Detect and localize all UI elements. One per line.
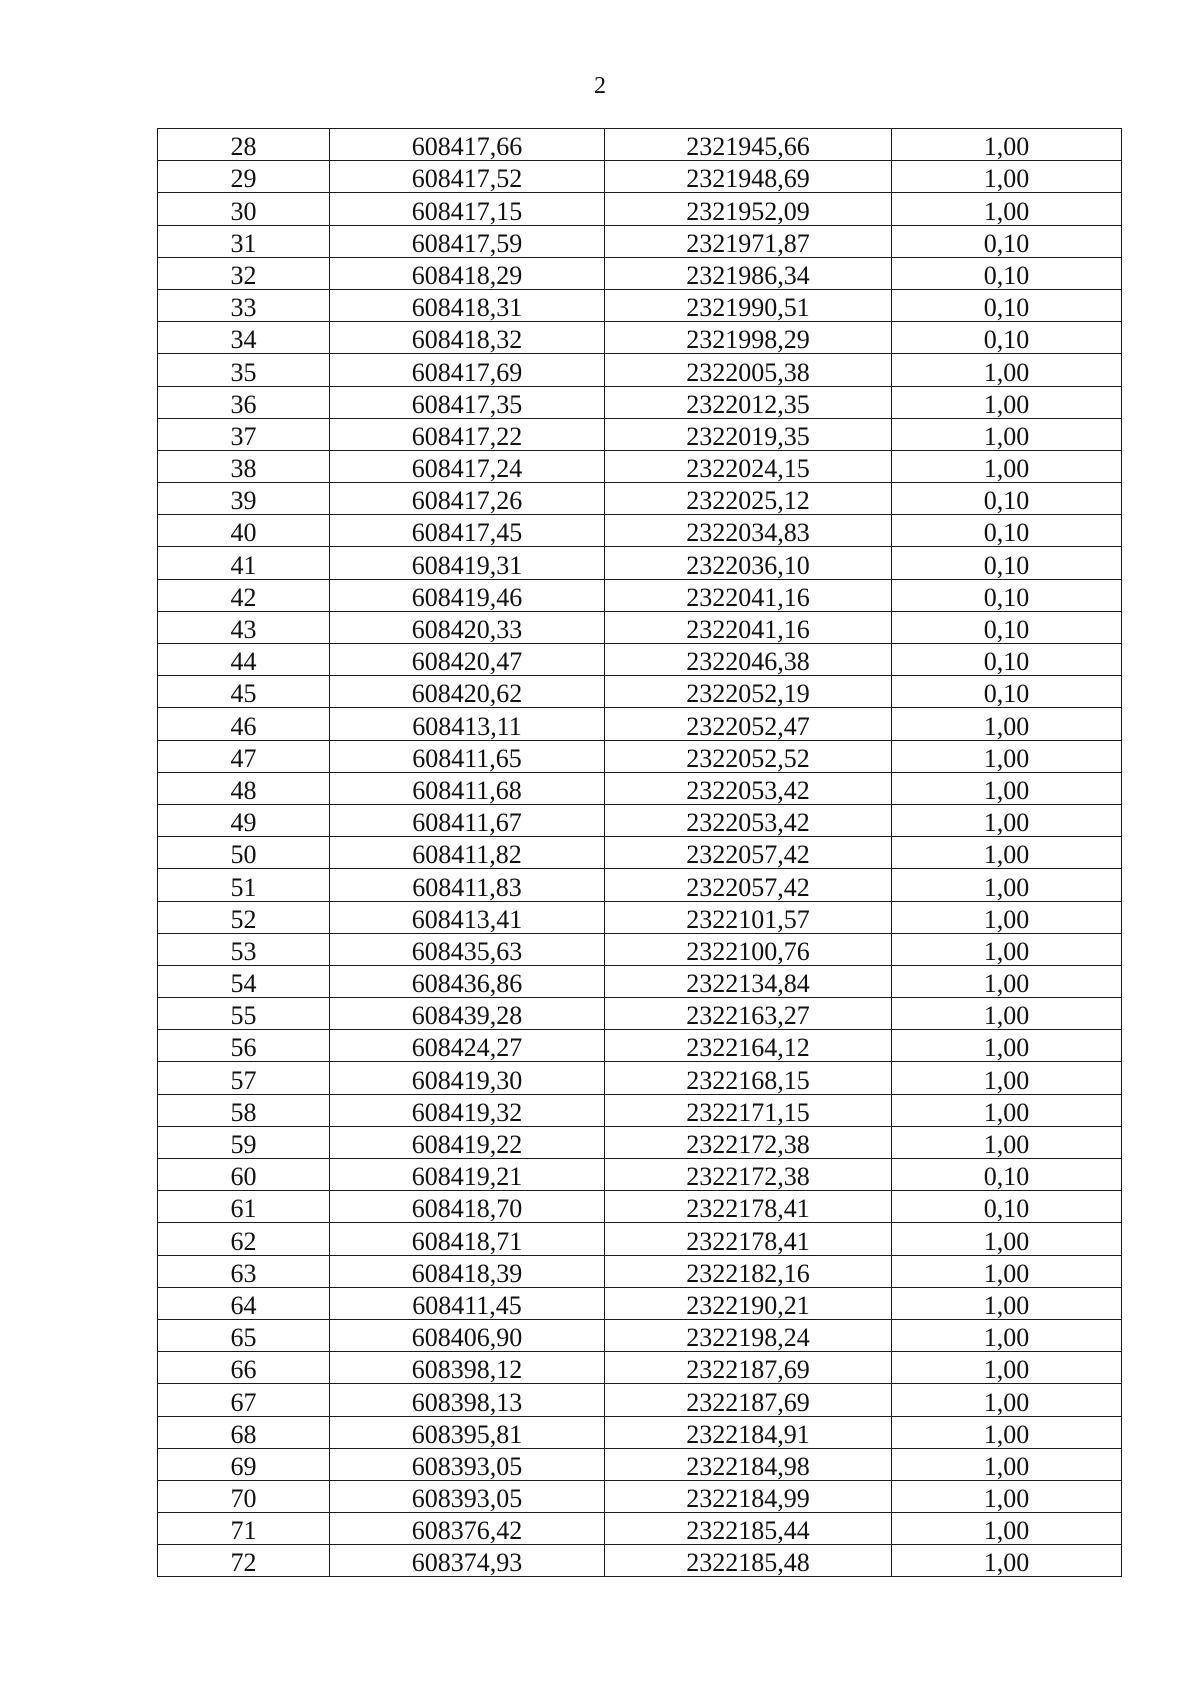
- x-coordinate-cell: 608374,93: [330, 1545, 605, 1577]
- x-coordinate-cell: 608411,68: [330, 772, 605, 804]
- accuracy-cell: 0,10: [892, 483, 1122, 515]
- y-coordinate-cell: 2321986,34: [605, 257, 892, 289]
- point-number-cell: 62: [158, 1223, 330, 1255]
- table-row: [158, 289, 1122, 321]
- x-coordinate-cell: 608417,22: [330, 418, 605, 450]
- point-number-cell: 66: [158, 1352, 330, 1384]
- y-coordinate-cell: 2322168,15: [605, 1062, 892, 1094]
- y-coordinate-cell: 2321948,69: [605, 161, 892, 193]
- x-coordinate-cell: 608418,71: [330, 1223, 605, 1255]
- accuracy-cell: 1,00: [892, 129, 1122, 161]
- point-number-cell: 55: [158, 998, 330, 1030]
- x-coordinate-cell: 608413,11: [330, 708, 605, 740]
- y-coordinate-cell: 2321971,87: [605, 225, 892, 257]
- point-number-cell: 70: [158, 1480, 330, 1512]
- y-coordinate-cell: 2322163,27: [605, 998, 892, 1030]
- y-coordinate-cell: 2322052,52: [605, 740, 892, 772]
- y-coordinate-cell: 2322012,35: [605, 386, 892, 418]
- y-coordinate-cell: 2322041,16: [605, 579, 892, 611]
- x-coordinate-cell: 608417,35: [330, 386, 605, 418]
- y-coordinate-cell: 2322178,41: [605, 1191, 892, 1223]
- table-row: [158, 1319, 1122, 1351]
- point-number-cell: 47: [158, 740, 330, 772]
- y-coordinate-cell: 2322184,98: [605, 1448, 892, 1480]
- x-coordinate-cell: 608395,81: [330, 1416, 605, 1448]
- point-number-cell: 33: [158, 289, 330, 321]
- point-number-cell: 43: [158, 611, 330, 643]
- accuracy-cell: 1,00: [892, 965, 1122, 997]
- x-coordinate-cell: 608411,65: [330, 740, 605, 772]
- y-coordinate-cell: 2322052,19: [605, 676, 892, 708]
- accuracy-cell: 1,00: [892, 1384, 1122, 1416]
- table-row: [158, 804, 1122, 836]
- table-row: [158, 1384, 1122, 1416]
- table-row: [158, 1513, 1122, 1545]
- accuracy-cell: 1,00: [892, 1480, 1122, 1512]
- x-coordinate-cell: 608393,05: [330, 1480, 605, 1512]
- table-row: [158, 965, 1122, 997]
- table-row: [158, 1191, 1122, 1223]
- y-coordinate-cell: 2322187,69: [605, 1352, 892, 1384]
- table-row: [158, 547, 1122, 579]
- x-coordinate-cell: 608419,22: [330, 1126, 605, 1158]
- point-number-cell: 50: [158, 837, 330, 869]
- x-coordinate-cell: 608419,30: [330, 1062, 605, 1094]
- accuracy-cell: 0,10: [892, 676, 1122, 708]
- table-row: [158, 740, 1122, 772]
- y-coordinate-cell: 2322019,35: [605, 418, 892, 450]
- accuracy-cell: 1,00: [892, 1448, 1122, 1480]
- x-coordinate-cell: 608406,90: [330, 1319, 605, 1351]
- accuracy-cell: 1,00: [892, 193, 1122, 225]
- y-coordinate-cell: 2322184,99: [605, 1480, 892, 1512]
- point-number-cell: 54: [158, 965, 330, 997]
- accuracy-cell: 0,10: [892, 289, 1122, 321]
- y-coordinate-cell: 2322057,42: [605, 869, 892, 901]
- table-row: [158, 837, 1122, 869]
- table-row: [158, 1223, 1122, 1255]
- table-row: [158, 869, 1122, 901]
- coordinates-table-body: [158, 129, 1122, 1577]
- x-coordinate-cell: 608417,45: [330, 515, 605, 547]
- point-number-cell: 52: [158, 901, 330, 933]
- table-row: [158, 1030, 1122, 1062]
- x-coordinate-cell: 608411,82: [330, 837, 605, 869]
- accuracy-cell: 1,00: [892, 1416, 1122, 1448]
- x-coordinate-cell: 608418,29: [330, 257, 605, 289]
- y-coordinate-cell: 2322046,38: [605, 644, 892, 676]
- accuracy-cell: 0,10: [892, 1159, 1122, 1191]
- y-coordinate-cell: 2321990,51: [605, 289, 892, 321]
- accuracy-cell: 1,00: [892, 901, 1122, 933]
- accuracy-cell: 1,00: [892, 386, 1122, 418]
- x-coordinate-cell: 608411,67: [330, 804, 605, 836]
- point-number-cell: 63: [158, 1255, 330, 1287]
- y-coordinate-cell: 2322187,69: [605, 1384, 892, 1416]
- point-number-cell: 34: [158, 322, 330, 354]
- accuracy-cell: 1,00: [892, 837, 1122, 869]
- accuracy-cell: 0,10: [892, 257, 1122, 289]
- table-row: [158, 1255, 1122, 1287]
- table-row: [158, 450, 1122, 482]
- x-coordinate-cell: 608419,32: [330, 1094, 605, 1126]
- table-row: [158, 1062, 1122, 1094]
- table-row: [158, 901, 1122, 933]
- y-coordinate-cell: 2322053,42: [605, 804, 892, 836]
- point-number-cell: 51: [158, 869, 330, 901]
- point-number-cell: 58: [158, 1094, 330, 1126]
- point-number-cell: 64: [158, 1287, 330, 1319]
- accuracy-cell: 1,00: [892, 998, 1122, 1030]
- accuracy-cell: 1,00: [892, 1287, 1122, 1319]
- y-coordinate-cell: 2322190,21: [605, 1287, 892, 1319]
- table-row: [158, 1448, 1122, 1480]
- table-row: [158, 1545, 1122, 1577]
- table-row: [158, 161, 1122, 193]
- point-number-cell: 37: [158, 418, 330, 450]
- accuracy-cell: 1,00: [892, 772, 1122, 804]
- x-coordinate-cell: 608417,26: [330, 483, 605, 515]
- point-number-cell: 57: [158, 1062, 330, 1094]
- table-row: [158, 129, 1122, 161]
- table-row: [158, 676, 1122, 708]
- accuracy-cell: 1,00: [892, 1513, 1122, 1545]
- accuracy-cell: 1,00: [892, 1223, 1122, 1255]
- accuracy-cell: 1,00: [892, 804, 1122, 836]
- x-coordinate-cell: 608418,32: [330, 322, 605, 354]
- x-coordinate-cell: 608419,21: [330, 1159, 605, 1191]
- table-row: [158, 1287, 1122, 1319]
- y-coordinate-cell: 2322024,15: [605, 450, 892, 482]
- accuracy-cell: 1,00: [892, 933, 1122, 965]
- point-number-cell: 44: [158, 644, 330, 676]
- table-row: [158, 322, 1122, 354]
- accuracy-cell: 1,00: [892, 869, 1122, 901]
- point-number-cell: 65: [158, 1319, 330, 1351]
- point-number-cell: 60: [158, 1159, 330, 1191]
- table-row: [158, 193, 1122, 225]
- point-number-cell: 71: [158, 1513, 330, 1545]
- accuracy-cell: 1,00: [892, 1094, 1122, 1126]
- y-coordinate-cell: 2322101,57: [605, 901, 892, 933]
- table-row: [158, 257, 1122, 289]
- table-row: [158, 418, 1122, 450]
- table-row: [158, 1159, 1122, 1191]
- accuracy-cell: 1,00: [892, 1126, 1122, 1158]
- point-number-cell: 45: [158, 676, 330, 708]
- x-coordinate-cell: 608418,70: [330, 1191, 605, 1223]
- accuracy-cell: 1,00: [892, 708, 1122, 740]
- point-number-cell: 48: [158, 772, 330, 804]
- y-coordinate-cell: 2322053,42: [605, 772, 892, 804]
- point-number-cell: 59: [158, 1126, 330, 1158]
- accuracy-cell: 0,10: [892, 225, 1122, 257]
- table-row: [158, 998, 1122, 1030]
- y-coordinate-cell: 2322134,84: [605, 965, 892, 997]
- point-number-cell: 32: [158, 257, 330, 289]
- table-row: [158, 933, 1122, 965]
- coordinates-table: [157, 128, 1122, 1577]
- x-coordinate-cell: 608413,41: [330, 901, 605, 933]
- table-row: [158, 483, 1122, 515]
- accuracy-cell: 1,00: [892, 1545, 1122, 1577]
- x-coordinate-cell: 608417,15: [330, 193, 605, 225]
- accuracy-cell: 1,00: [892, 740, 1122, 772]
- y-coordinate-cell: 2322025,12: [605, 483, 892, 515]
- x-coordinate-cell: 608420,33: [330, 611, 605, 643]
- y-coordinate-cell: 2322041,16: [605, 611, 892, 643]
- y-coordinate-cell: 2322164,12: [605, 1030, 892, 1062]
- accuracy-cell: 0,10: [892, 644, 1122, 676]
- accuracy-cell: 0,10: [892, 1191, 1122, 1223]
- point-number-cell: 40: [158, 515, 330, 547]
- table-row: [158, 579, 1122, 611]
- x-coordinate-cell: 608419,31: [330, 547, 605, 579]
- y-coordinate-cell: 2322034,83: [605, 515, 892, 547]
- x-coordinate-cell: 608393,05: [330, 1448, 605, 1480]
- point-number-cell: 46: [158, 708, 330, 740]
- accuracy-cell: 1,00: [892, 1030, 1122, 1062]
- table-row: [158, 708, 1122, 740]
- point-number-cell: 36: [158, 386, 330, 418]
- x-coordinate-cell: 608419,46: [330, 579, 605, 611]
- accuracy-cell: 0,10: [892, 547, 1122, 579]
- x-coordinate-cell: 608439,28: [330, 998, 605, 1030]
- point-number-cell: 41: [158, 547, 330, 579]
- y-coordinate-cell: 2322052,47: [605, 708, 892, 740]
- y-coordinate-cell: 2321952,09: [605, 193, 892, 225]
- accuracy-cell: 1,00: [892, 1319, 1122, 1351]
- point-number-cell: 31: [158, 225, 330, 257]
- x-coordinate-cell: 608417,59: [330, 225, 605, 257]
- y-coordinate-cell: 2322005,38: [605, 354, 892, 386]
- y-coordinate-cell: 2321998,29: [605, 322, 892, 354]
- accuracy-cell: 1,00: [892, 1352, 1122, 1384]
- point-number-cell: 56: [158, 1030, 330, 1062]
- x-coordinate-cell: 608420,47: [330, 644, 605, 676]
- x-coordinate-cell: 608398,13: [330, 1384, 605, 1416]
- y-coordinate-cell: 2322185,44: [605, 1513, 892, 1545]
- x-coordinate-cell: 608417,24: [330, 450, 605, 482]
- y-coordinate-cell: 2322185,48: [605, 1545, 892, 1577]
- page-number: 2: [594, 73, 606, 99]
- x-coordinate-cell: 608424,27: [330, 1030, 605, 1062]
- x-coordinate-cell: 608398,12: [330, 1352, 605, 1384]
- table-row: [158, 515, 1122, 547]
- table-row: [158, 1094, 1122, 1126]
- point-number-cell: 42: [158, 579, 330, 611]
- point-number-cell: 69: [158, 1448, 330, 1480]
- point-number-cell: 39: [158, 483, 330, 515]
- table-row: [158, 772, 1122, 804]
- accuracy-cell: 1,00: [892, 450, 1122, 482]
- point-number-cell: 30: [158, 193, 330, 225]
- x-coordinate-cell: 608417,52: [330, 161, 605, 193]
- x-coordinate-cell: 608436,86: [330, 965, 605, 997]
- accuracy-cell: 1,00: [892, 418, 1122, 450]
- point-number-cell: 72: [158, 1545, 330, 1577]
- point-number-cell: 61: [158, 1191, 330, 1223]
- accuracy-cell: 1,00: [892, 354, 1122, 386]
- accuracy-cell: 0,10: [892, 579, 1122, 611]
- y-coordinate-cell: 2322100,76: [605, 933, 892, 965]
- y-coordinate-cell: 2321945,66: [605, 129, 892, 161]
- table-row: [158, 354, 1122, 386]
- point-number-cell: 49: [158, 804, 330, 836]
- y-coordinate-cell: 2322171,15: [605, 1094, 892, 1126]
- x-coordinate-cell: 608417,69: [330, 354, 605, 386]
- table-row: [158, 1352, 1122, 1384]
- x-coordinate-cell: 608411,45: [330, 1287, 605, 1319]
- accuracy-cell: 0,10: [892, 322, 1122, 354]
- y-coordinate-cell: 2322172,38: [605, 1126, 892, 1158]
- point-number-cell: 38: [158, 450, 330, 482]
- y-coordinate-cell: 2322036,10: [605, 547, 892, 579]
- point-number-cell: 68: [158, 1416, 330, 1448]
- accuracy-cell: 1,00: [892, 1062, 1122, 1094]
- accuracy-cell: 1,00: [892, 161, 1122, 193]
- point-number-cell: 35: [158, 354, 330, 386]
- table-row: [158, 386, 1122, 418]
- table-row: [158, 225, 1122, 257]
- table-row: [158, 644, 1122, 676]
- table-row: [158, 1416, 1122, 1448]
- table-row: [158, 1126, 1122, 1158]
- y-coordinate-cell: 2322184,91: [605, 1416, 892, 1448]
- table-row: [158, 1480, 1122, 1512]
- x-coordinate-cell: 608411,83: [330, 869, 605, 901]
- y-coordinate-cell: 2322198,24: [605, 1319, 892, 1351]
- point-number-cell: 28: [158, 129, 330, 161]
- x-coordinate-cell: 608418,39: [330, 1255, 605, 1287]
- y-coordinate-cell: 2322172,38: [605, 1159, 892, 1191]
- x-coordinate-cell: 608417,66: [330, 129, 605, 161]
- x-coordinate-cell: 608420,62: [330, 676, 605, 708]
- accuracy-cell: 1,00: [892, 1255, 1122, 1287]
- point-number-cell: 53: [158, 933, 330, 965]
- y-coordinate-cell: 2322182,16: [605, 1255, 892, 1287]
- y-coordinate-cell: 2322178,41: [605, 1223, 892, 1255]
- x-coordinate-cell: 608435,63: [330, 933, 605, 965]
- point-number-cell: 29: [158, 161, 330, 193]
- x-coordinate-cell: 608376,42: [330, 1513, 605, 1545]
- point-number-cell: 67: [158, 1384, 330, 1416]
- x-coordinate-cell: 608418,31: [330, 289, 605, 321]
- y-coordinate-cell: 2322057,42: [605, 837, 892, 869]
- accuracy-cell: 0,10: [892, 515, 1122, 547]
- accuracy-cell: 0,10: [892, 611, 1122, 643]
- table-row: [158, 611, 1122, 643]
